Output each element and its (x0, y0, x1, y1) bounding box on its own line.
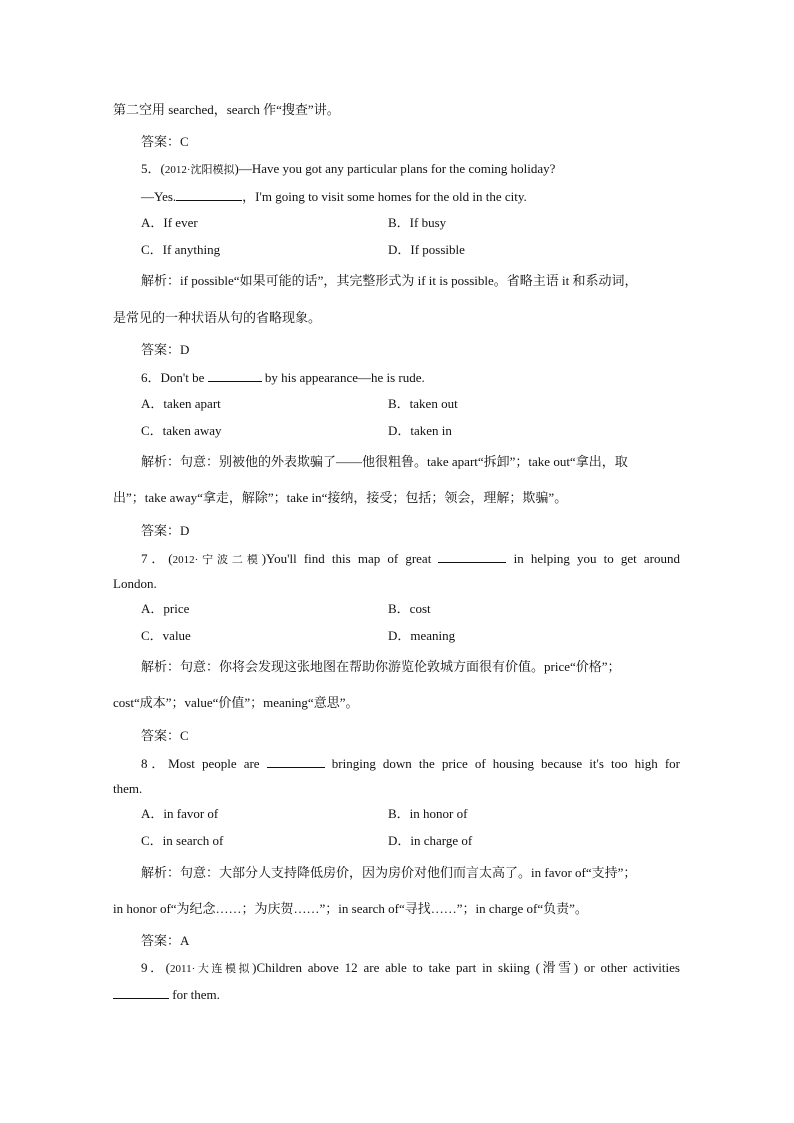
q5-option-b: B．If busy (388, 215, 447, 230)
q6-option-c: C．taken away (141, 423, 222, 438)
q5-source: 2012·沈阳模拟 (164, 164, 235, 176)
q7-option-d: D．meaning (388, 628, 456, 643)
q6-analysis-line2: 出”；take away“拿走，解除”；take in“接纳，接受；包括；领会，理解；欺骗”。 (113, 490, 568, 505)
q6-option-a: A．taken apart (141, 396, 221, 411)
q7-stem (113, 550, 680, 568)
q7-option-c: C．value (141, 628, 191, 643)
q9-question-rest: for them. (172, 987, 220, 1002)
q7-blank (438, 550, 506, 563)
q7-line2: London. (113, 576, 157, 591)
q8-analysis-line2: in honor of“为纪念……；为庆贺……”；in search of“寻找……”；in charge of“负责”。 (113, 901, 588, 916)
q7-analysis-line1: 解析：句意：你将会发现这张地图在帮助你游览伦敦城方面很有价值。price“价格”； (141, 659, 621, 674)
q9-blank (113, 986, 169, 999)
q4-answer: 答案：C (141, 134, 189, 149)
q5-option-c: C．If anything (141, 242, 221, 257)
q7-question: )You'll find this map of great (261, 551, 432, 566)
q8-answer: 答案：A (141, 933, 190, 948)
q8-option-c: C．in search of (141, 833, 224, 848)
q8-option-b: B．in honor of (388, 806, 468, 821)
q6-analysis-line1: 解析：句意：别被他的外表欺骗了——他很粗鲁。take apart“拆卸”；take out“拿出，取 (141, 454, 628, 469)
q6-question-rest: by his appearance—he is rude. (264, 370, 425, 385)
q5-stem (141, 161, 555, 178)
q6-stem (141, 369, 425, 386)
q5-analysis-line2: 是常见的一种状语从句的省略现象。 (113, 310, 322, 325)
q9-question: )Children above 12 are able to take part in skiing (滑雪) or other activities (252, 960, 680, 975)
q5-question: )—Have you got any particular plans for the coming holiday? (234, 161, 556, 176)
intro-line: 第二空用 searched，search 作“搜查”讲。 (113, 102, 340, 117)
q7-option-b: B．cost (388, 601, 431, 616)
q9-number: 9．( (141, 960, 170, 975)
q8-question-rest: bringing down the price of housing because it's too high for (331, 756, 681, 771)
q8-line2: them. (113, 781, 143, 796)
q7-question-rest: in helping you to get around (513, 551, 680, 566)
q8-option-d: D．in charge of (388, 833, 473, 848)
q7-analysis-line2: cost“成本”；value“价值”；meaning“意思”。 (113, 695, 359, 710)
q5-answer: 答案：D (141, 342, 190, 357)
q8-stem (113, 755, 680, 772)
q5-reply: —Yes. (141, 189, 177, 204)
q7-number: 7．( (141, 551, 173, 566)
q5-option-d: D．If possible (388, 242, 465, 257)
q5-line2 (141, 188, 527, 205)
q6-blank (208, 369, 262, 382)
q7-source: 2012·宁波二模 (172, 554, 262, 566)
q7-option-a: A．price (141, 601, 190, 616)
q7-answer: 答案：C (141, 728, 189, 743)
q8-analysis-line1: 解析：句意：大部分人支持降低房价，因为房价对他们而言太高了。in favor of“支持”； (141, 865, 637, 880)
q5-option-a: A．If ever (141, 215, 198, 230)
q9-stem (113, 960, 680, 977)
q8-blank (267, 755, 325, 768)
q6-question: 6．Don't be (141, 370, 205, 385)
q5-blank (176, 188, 242, 201)
q6-option-d: D．taken in (388, 423, 452, 438)
q6-option-b: B．taken out (388, 396, 458, 411)
q9-line2 (113, 986, 220, 1003)
q6-answer: 答案：D (141, 523, 190, 538)
q8-question: 8．Most people are (141, 756, 260, 771)
q9-source: 2011·大连模拟 (169, 963, 253, 975)
q5-number: 5．( (141, 161, 165, 176)
q8-option-a: A．in favor of (141, 806, 219, 821)
q5-analysis-line1: 解析：if possible“如果可能的话”，其完整形式为 if it is possible。省略主语 it 和系动词， (141, 273, 638, 288)
q5-reply-rest: ，I'm going to visit some homes for the old in the city. (242, 189, 527, 204)
